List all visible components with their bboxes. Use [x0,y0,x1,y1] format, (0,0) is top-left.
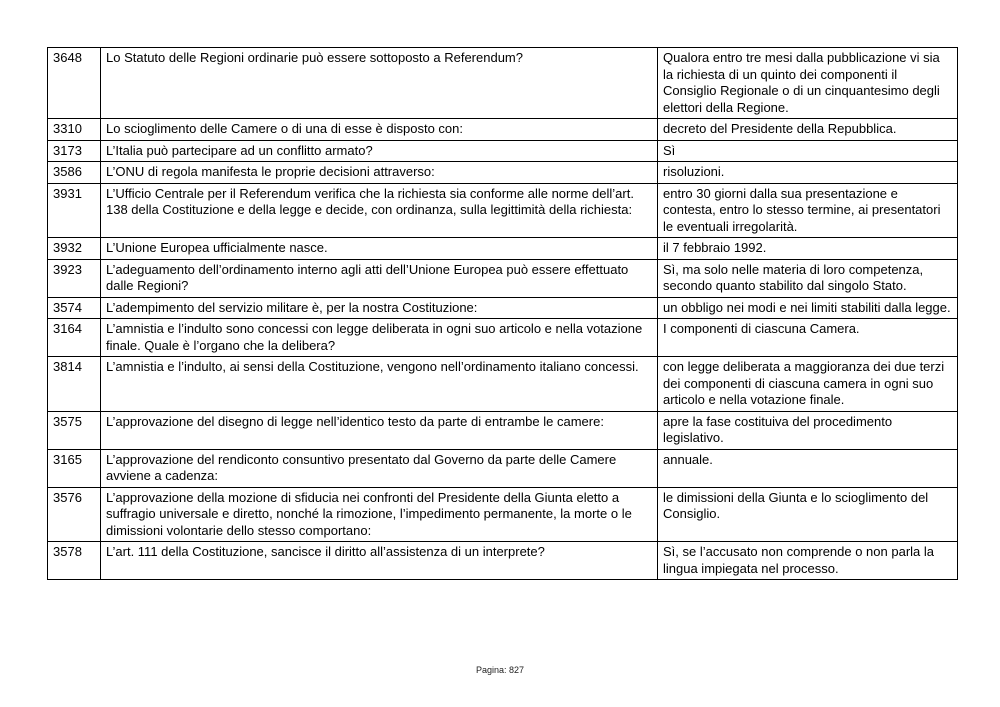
question-cell: L’adempimento del servizio militare è, per la nostra Costituzione: [101,297,658,319]
question-id-cell: 3586 [48,162,101,184]
table-row [48,119,958,141]
answer-cell: un obbligo nei modi e nei limiti stabiliti dalla legge. [658,297,958,319]
question-id-cell: 3574 [48,297,101,319]
table-row [48,357,958,412]
question-id-cell: 3164 [48,319,101,357]
question-cell: L’adeguamento dell’ordinamento interno agli atti dell’Unione Europea può essere effettuato dalle Regioni? [101,259,658,297]
question-id-cell: 3648 [48,48,101,119]
answer-cell: Sì, se l’accusato non comprende o non parla la lingua impiegata nel processo. [658,542,958,580]
answer-cell: entro 30 giorni dalla sua presentazione e contesta, entro lo stesso termine, ai presentatori le eventuali irregolarità. [658,183,958,238]
table-row [48,297,958,319]
answer-cell: risoluzioni. [658,162,958,184]
answer-cell: Sì, ma solo nelle materia di loro competenza, secondo quanto stabilito dal singolo Stato. [658,259,958,297]
table-row [48,140,958,162]
questions-table [47,47,958,580]
table-row [48,411,958,449]
questions-table-body [48,48,958,580]
question-cell: L’amnistia e l’indulto, ai sensi della Costituzione, vengono nell’ordinamento italiano concessi. [101,357,658,412]
question-cell: L’ONU di regola manifesta le proprie decisioni attraverso: [101,162,658,184]
question-id-cell: 3578 [48,542,101,580]
answer-cell: apre la fase costituiva del procedimento legislativo. [658,411,958,449]
answer-cell: Qualora entro tre mesi dalla pubblicazione vi sia la richiesta di un quinto dei componenti il Consiglio Regionale o di un cinquantesimo degli elettori della Regione. [658,48,958,119]
question-cell: L’Italia può partecipare ad un conflitto armato? [101,140,658,162]
question-cell: L’Unione Europea ufficialmente nasce. [101,238,658,260]
question-cell: L’art. 111 della Costituzione, sancisce il diritto all’assistenza di un interprete? [101,542,658,580]
question-id-cell: 3165 [48,449,101,487]
question-id-cell: 3932 [48,238,101,260]
table-row [48,542,958,580]
question-cell: L’amnistia e l’indulto sono concessi con legge deliberata in ogni suo articolo e nella votazione finale. Quale è l’organo che la delibera? [101,319,658,357]
question-cell: L’Ufficio Centrale per il Referendum verifica che la richiesta sia conforme alle norme dell’art. 138 della Costituzione e della legge e decide, con ordinanza, sulla legittimità della richiesta: [101,183,658,238]
table-row [48,487,958,542]
answer-cell: il 7 febbraio 1992. [658,238,958,260]
question-cell: L’approvazione del disegno di legge nell’identico testo da parte di entrambe le camere: [101,411,658,449]
page-number: Pagina: 827 [475,665,525,675]
question-id-cell: 3814 [48,357,101,412]
table-row [48,183,958,238]
question-id-cell: 3931 [48,183,101,238]
answer-cell: con legge deliberata a maggioranza dei due terzi dei componenti di ciascuna camera in ogni suo articolo e nella votazione finale. [658,357,958,412]
table-row [48,259,958,297]
answer-cell: annuale. [658,449,958,487]
table-row [48,162,958,184]
question-cell: Lo scioglimento delle Camere o di una di esse è disposto con: [101,119,658,141]
question-cell: Lo Statuto delle Regioni ordinarie può essere sottoposto a Referendum? [101,48,658,119]
question-id-cell: 3576 [48,487,101,542]
question-cell: L’approvazione del rendiconto consuntivo presentato dal Governo da parte delle Camere avviene a cadenza: [101,449,658,487]
answer-cell: le dimissioni della Giunta e lo scioglimento del Consiglio. [658,487,958,542]
answer-cell: I componenti di ciascuna Camera. [658,319,958,357]
table-row [48,319,958,357]
answer-cell: Sì [658,140,958,162]
question-id-cell: 3173 [48,140,101,162]
table-row [48,48,958,119]
question-id-cell: 3923 [48,259,101,297]
question-id-cell: 3310 [48,119,101,141]
question-id-cell: 3575 [48,411,101,449]
answer-cell: decreto del Presidente della Repubblica. [658,119,958,141]
table-row [48,238,958,260]
question-cell: L’approvazione della mozione di sfiducia nei confronti del Presidente della Giunta eletto a suffragio universale e diretto, nonché la rimozione, l’impedimento permanente, la morte o le dimissioni volontarie dello stesso comportano: [101,487,658,542]
table-row [48,449,958,487]
